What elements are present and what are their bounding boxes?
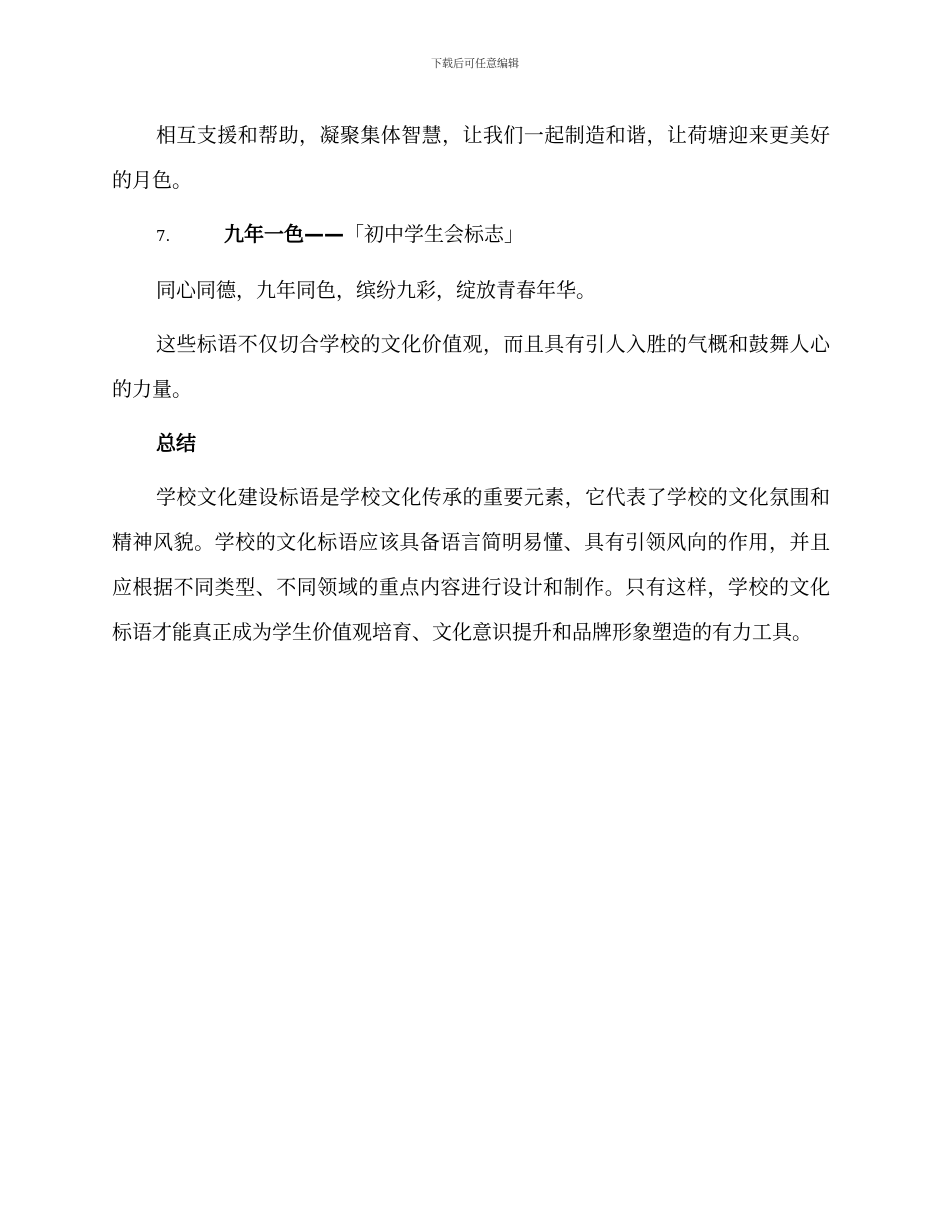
document-body	[112, 113, 830, 664]
slogan-paragraph: 同心同德，九年同色，缤纷九彩，绽放青春年华。	[156, 278, 596, 302]
list-item-title-rest: 「初中学生会标志」	[344, 222, 524, 246]
commentary-paragraph: 这些标语不仅切合学校的文化价值观，而且具有引人入胜的气概和鼓舞人心的力量。	[112, 332, 830, 401]
list-item-number: 7.	[156, 227, 171, 245]
page-header-note: 下载后可任意编辑	[431, 57, 519, 70]
list-item-title-bold: 九年一色——	[224, 222, 344, 246]
list-item-title	[224, 212, 524, 257]
section-heading-summary: 总结	[156, 431, 196, 455]
paragraph-continued: 相互支援和帮助，凝聚集体智慧，让我们一起制造和谐，让荷塘迎来更美好的月色。	[112, 123, 830, 192]
list-item-7	[112, 212, 830, 259]
summary-paragraph: 学校文化建设标语是学校文化传承的重要元素，它代表了学校的文化氛围和精神风貌。学校的文化标语应该具备语言简明易懂、具有引领风向的作用，并且应根据不同类型、不同领域的重点内容进行设计和制作。只有这样，学校的文化标语才能真正成为学生价值观培育、文化意识提升和品牌形象塑造的有力工具。	[112, 485, 830, 644]
